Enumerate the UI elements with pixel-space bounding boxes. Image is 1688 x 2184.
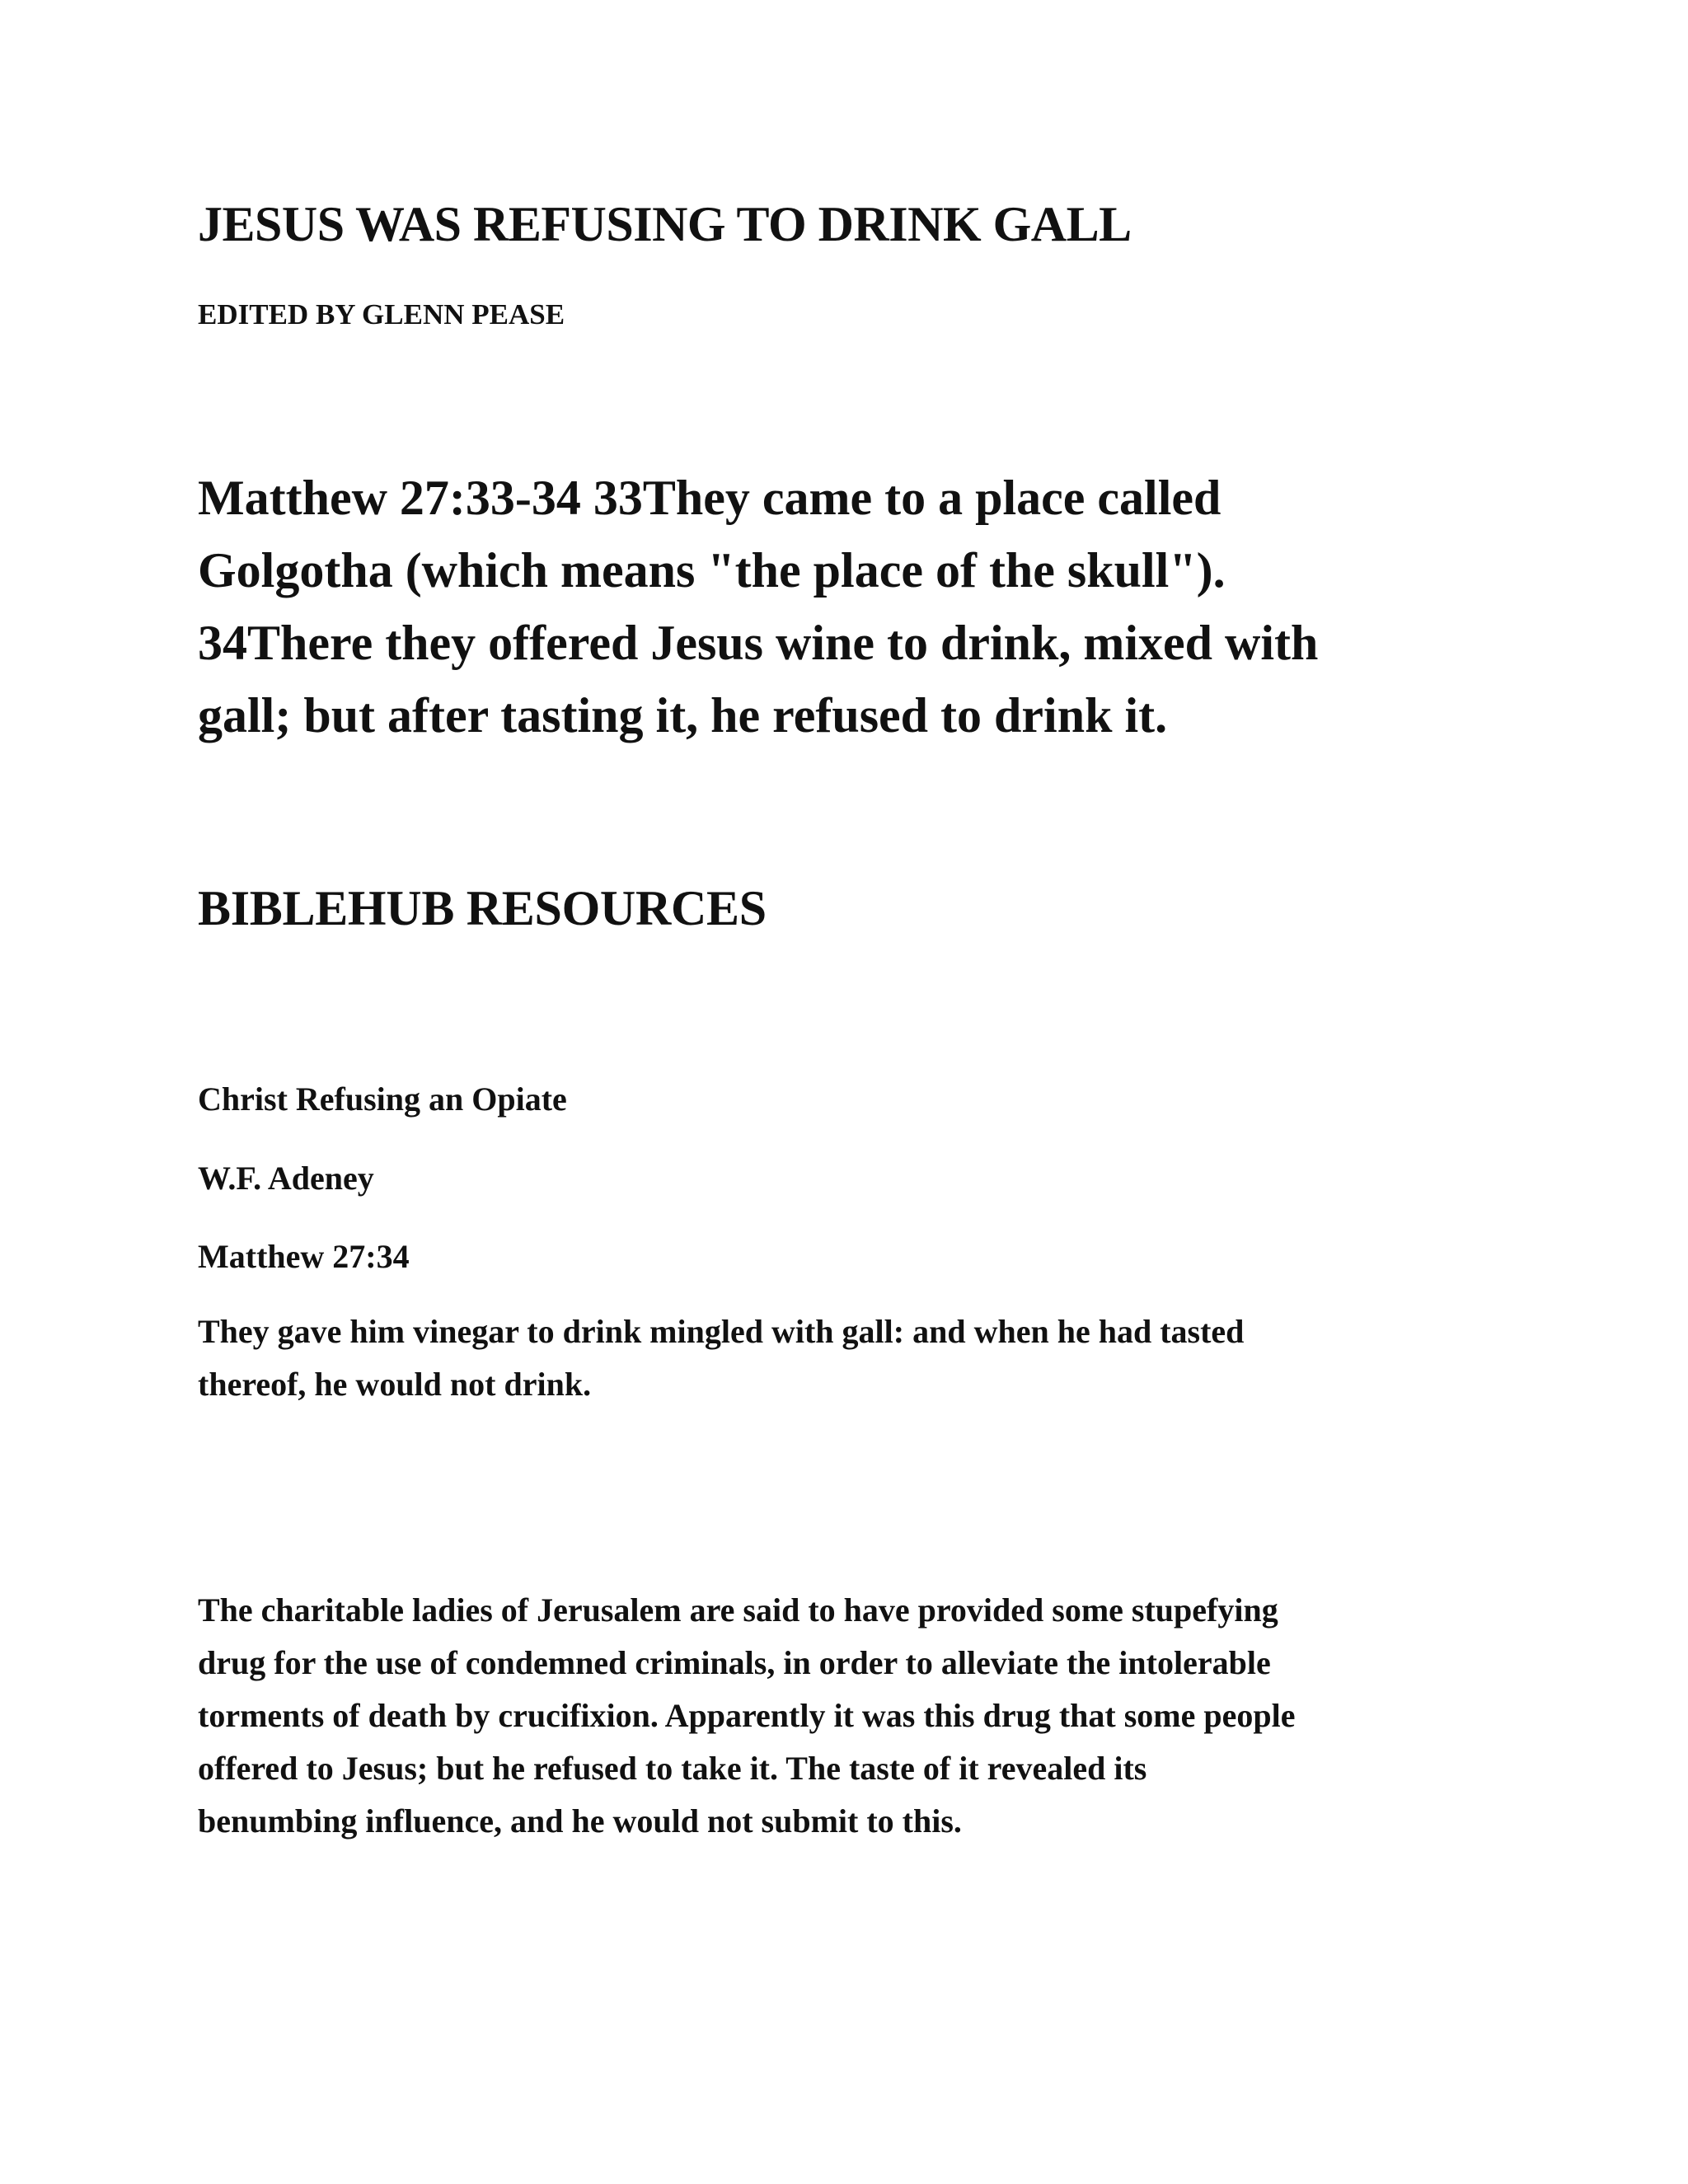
scripture-line: 34There they offered Jesus wine to drink, mixed with [198, 616, 1319, 670]
article-reference: Matthew 27:34 [198, 1238, 410, 1275]
article-body [198, 1584, 1295, 1848]
document-title: JESUS WAS REFUSING TO DRINK GALL [198, 197, 1132, 251]
verse-line: They gave him vinegar to drink mingled with gall: and when he had tasted [198, 1313, 1245, 1350]
verse-line: thereof, he would not drink. [198, 1366, 592, 1403]
body-line: drug for the use of condemned criminals, in order to alleviate the intolerable [198, 1644, 1271, 1681]
body-line: offered to Jesus; but he refused to take it. The taste of it revealed its [198, 1750, 1147, 1787]
article-author: W.F. Adeney [198, 1160, 374, 1197]
body-line: torments of death by crucifixion. Apparently it was this drug that some people [198, 1697, 1296, 1734]
section-heading: BIBLEHUB RESOURCES [198, 881, 767, 935]
scripture-passage [198, 462, 1318, 752]
verse-quote [198, 1305, 1244, 1411]
article-title: Christ Refusing an Opiate [198, 1080, 567, 1118]
body-line: The charitable ladies of Jerusalem are said to have provided some stupefying [198, 1591, 1278, 1629]
body-line: benumbing influence, and he would not submit to this. [198, 1802, 962, 1840]
scripture-line: Matthew 27:33-34 33They came to a place called [198, 471, 1221, 525]
byline: EDITED BY GLENN PEASE [198, 298, 565, 330]
scripture-line: Golgotha (which means "the place of the skull"). [198, 543, 1226, 598]
scripture-line: gall; but after tasting it, he refused to drink it. [198, 688, 1168, 743]
